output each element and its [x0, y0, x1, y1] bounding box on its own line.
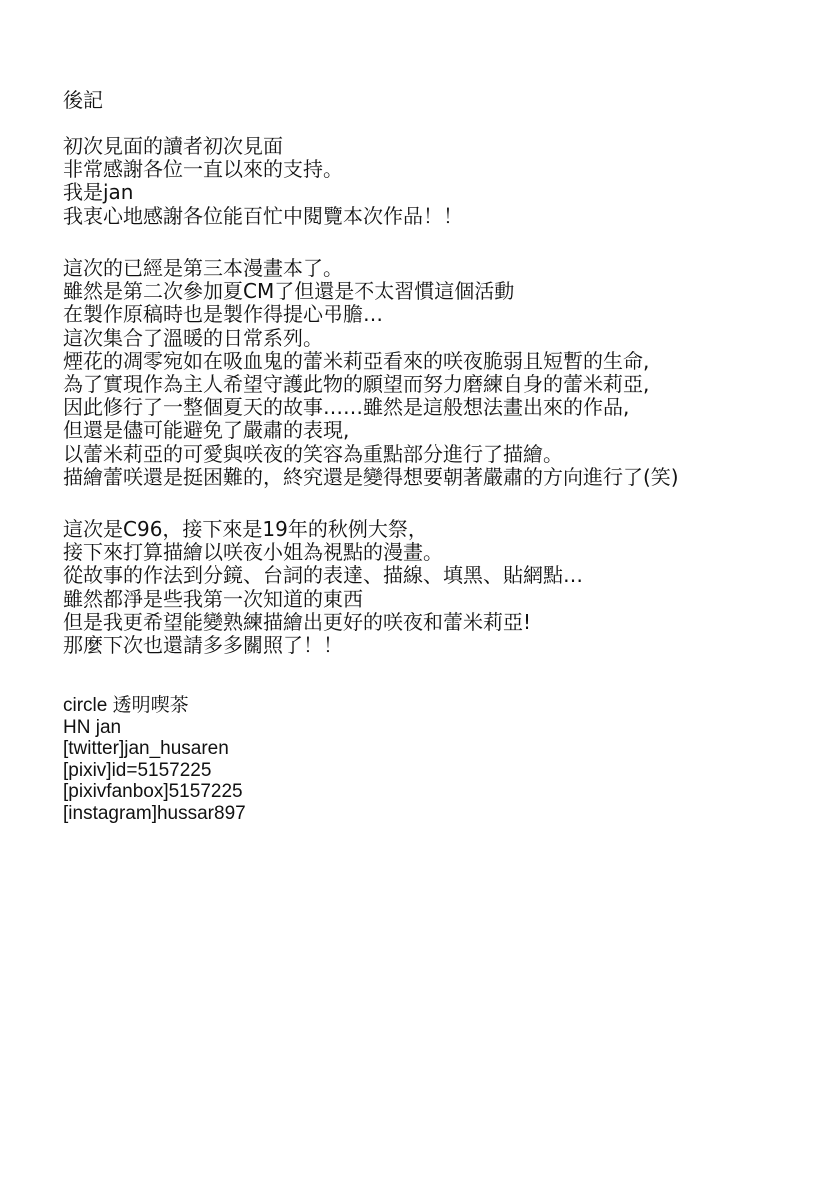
text-line: 我是jan — [63, 180, 134, 205]
author-name: HN jan — [63, 716, 122, 738]
pixiv-id: [pixiv]id=5157225 — [63, 759, 212, 781]
circle-name: circle 透明喫茶 — [63, 695, 189, 716]
text-line: 但還是儘可能避免了嚴肅的表現, — [63, 418, 350, 443]
story-paragraph — [63, 257, 679, 489]
instagram-handle: [instagram]hussar897 — [63, 802, 246, 824]
text-line: 在製作原稿時也是製作得提心弔膽… — [63, 302, 383, 327]
text-line: 描繪蕾咲還是挺困難的，終究還是變得想要朝著嚴肅的方向進行了(笑) — [63, 464, 679, 489]
text-line: 初次見面的讀者初次見面 — [63, 134, 283, 158]
text-line: 煙花的凋零宛如在吸血鬼的蕾米莉亞看來的咲夜脆弱且短暫的生命, — [63, 348, 650, 373]
text-line: 從故事的作法到分鏡、台詞的表達、描線、填黑、貼網點… — [63, 563, 583, 588]
twitter-handle: [twitter]jan_husaren — [63, 738, 229, 760]
page-title: 後記 — [63, 88, 103, 112]
text-line: 非常感謝各位一直以來的支持。 — [63, 157, 343, 182]
text-line: 接下來打算描繪以咲夜小姐為視點的漫畫。 — [63, 540, 443, 565]
text-line: 以蕾米莉亞的可愛與咲夜的笑容為重點部分進行了描繪。 — [63, 441, 563, 466]
text-line: 因此修行了一整個夏天的故事……雖然是這般想法畫出來的作品, — [63, 395, 630, 420]
pixivfanbox-id: [pixivfanbox]5157225 — [63, 781, 243, 803]
text-line: 這次的已經是第三本漫畫本了。 — [63, 256, 343, 280]
text-line: 為了實現作為主人希望守護此物的願望而努力磨練自身的蕾米莉亞, — [63, 372, 650, 397]
text-line: 這次集合了溫暖的日常系列。 — [63, 325, 323, 350]
text-line: 雖然都淨是些我第一次知道的東西 — [63, 586, 363, 611]
text-line: 這次是C96，接下來是19年的秋例大祭， — [63, 517, 428, 541]
text-line: 雖然是第二次參加夏CM了但還是不太習慣這個活動 — [63, 279, 515, 304]
greeting-paragraph — [63, 135, 463, 228]
text-line: 我衷心地感謝各位能百忙中閱覽本次作品！！ — [63, 203, 463, 228]
credits-block — [63, 695, 246, 825]
text-line: 但是我更希望能變熟練描繪出更好的咲夜和蕾米莉亞! — [63, 609, 532, 634]
plans-paragraph — [63, 518, 583, 657]
text-line: 那麼下次也還請多多關照了！！ — [63, 633, 343, 658]
